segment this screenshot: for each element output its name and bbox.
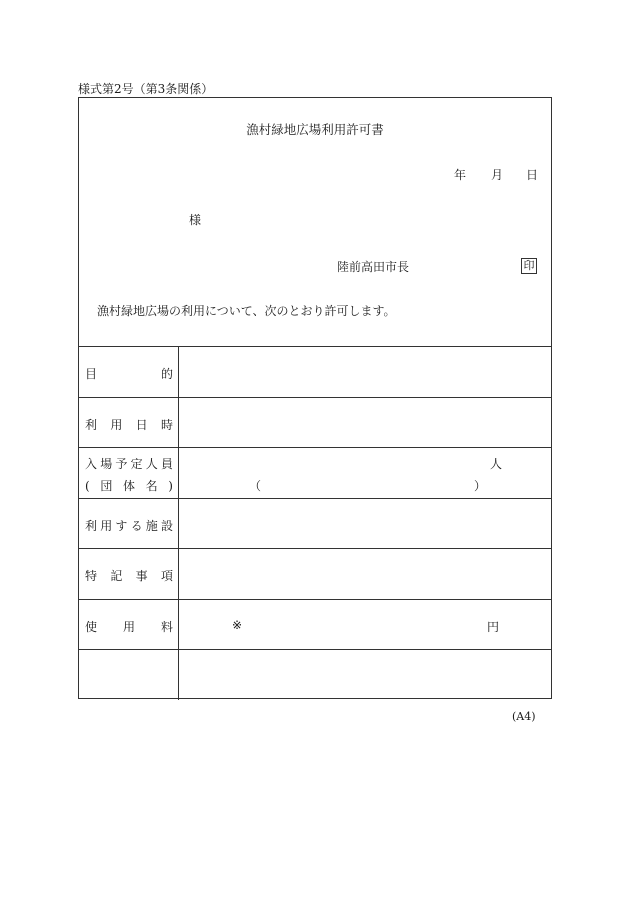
group-paren-close: ） (474, 479, 487, 493)
row-notes (79, 548, 551, 599)
row-attendees (79, 447, 551, 498)
fee-note-mark: ※ (232, 617, 243, 632)
permit-form (78, 97, 552, 699)
fee-unit: 円 (487, 619, 500, 634)
issuer-name: 陸前高田市長 (337, 260, 410, 274)
row-blank (79, 649, 551, 700)
label-fee: 使用料 (85, 619, 173, 634)
row-datetime (79, 397, 551, 448)
date-year-label: 年 (454, 168, 467, 182)
label-datetime: 利用日時 (85, 417, 173, 432)
paper-size-note: (A4) (512, 710, 536, 723)
form-title: 漁村緑地広場利用許可書 (246, 122, 384, 137)
details-table (79, 346, 551, 700)
row-purpose (79, 346, 551, 397)
attendees-unit: 人 (490, 457, 503, 471)
addressee-suffix: 様 (189, 213, 202, 227)
group-paren-open: （ (249, 479, 262, 493)
row-facility (79, 498, 551, 549)
row-fee (79, 599, 551, 650)
label-attendees: 入場予定人員 (85, 457, 173, 471)
seal-mark: 印 (521, 258, 537, 274)
date-day-label: 日 (526, 168, 539, 182)
form-reference: 様式第2号（第3条関係） (78, 82, 214, 96)
label-facility: 利用する施設 (85, 518, 173, 533)
label-purpose: 目的 (85, 367, 173, 381)
label-notes: 特記事項 (85, 569, 173, 583)
permit-statement: 漁村緑地広場の利用について、次のとおり許可します。 (97, 304, 396, 318)
date-month-label: 月 (491, 168, 504, 182)
label-group-name: (団体名) (85, 479, 173, 493)
